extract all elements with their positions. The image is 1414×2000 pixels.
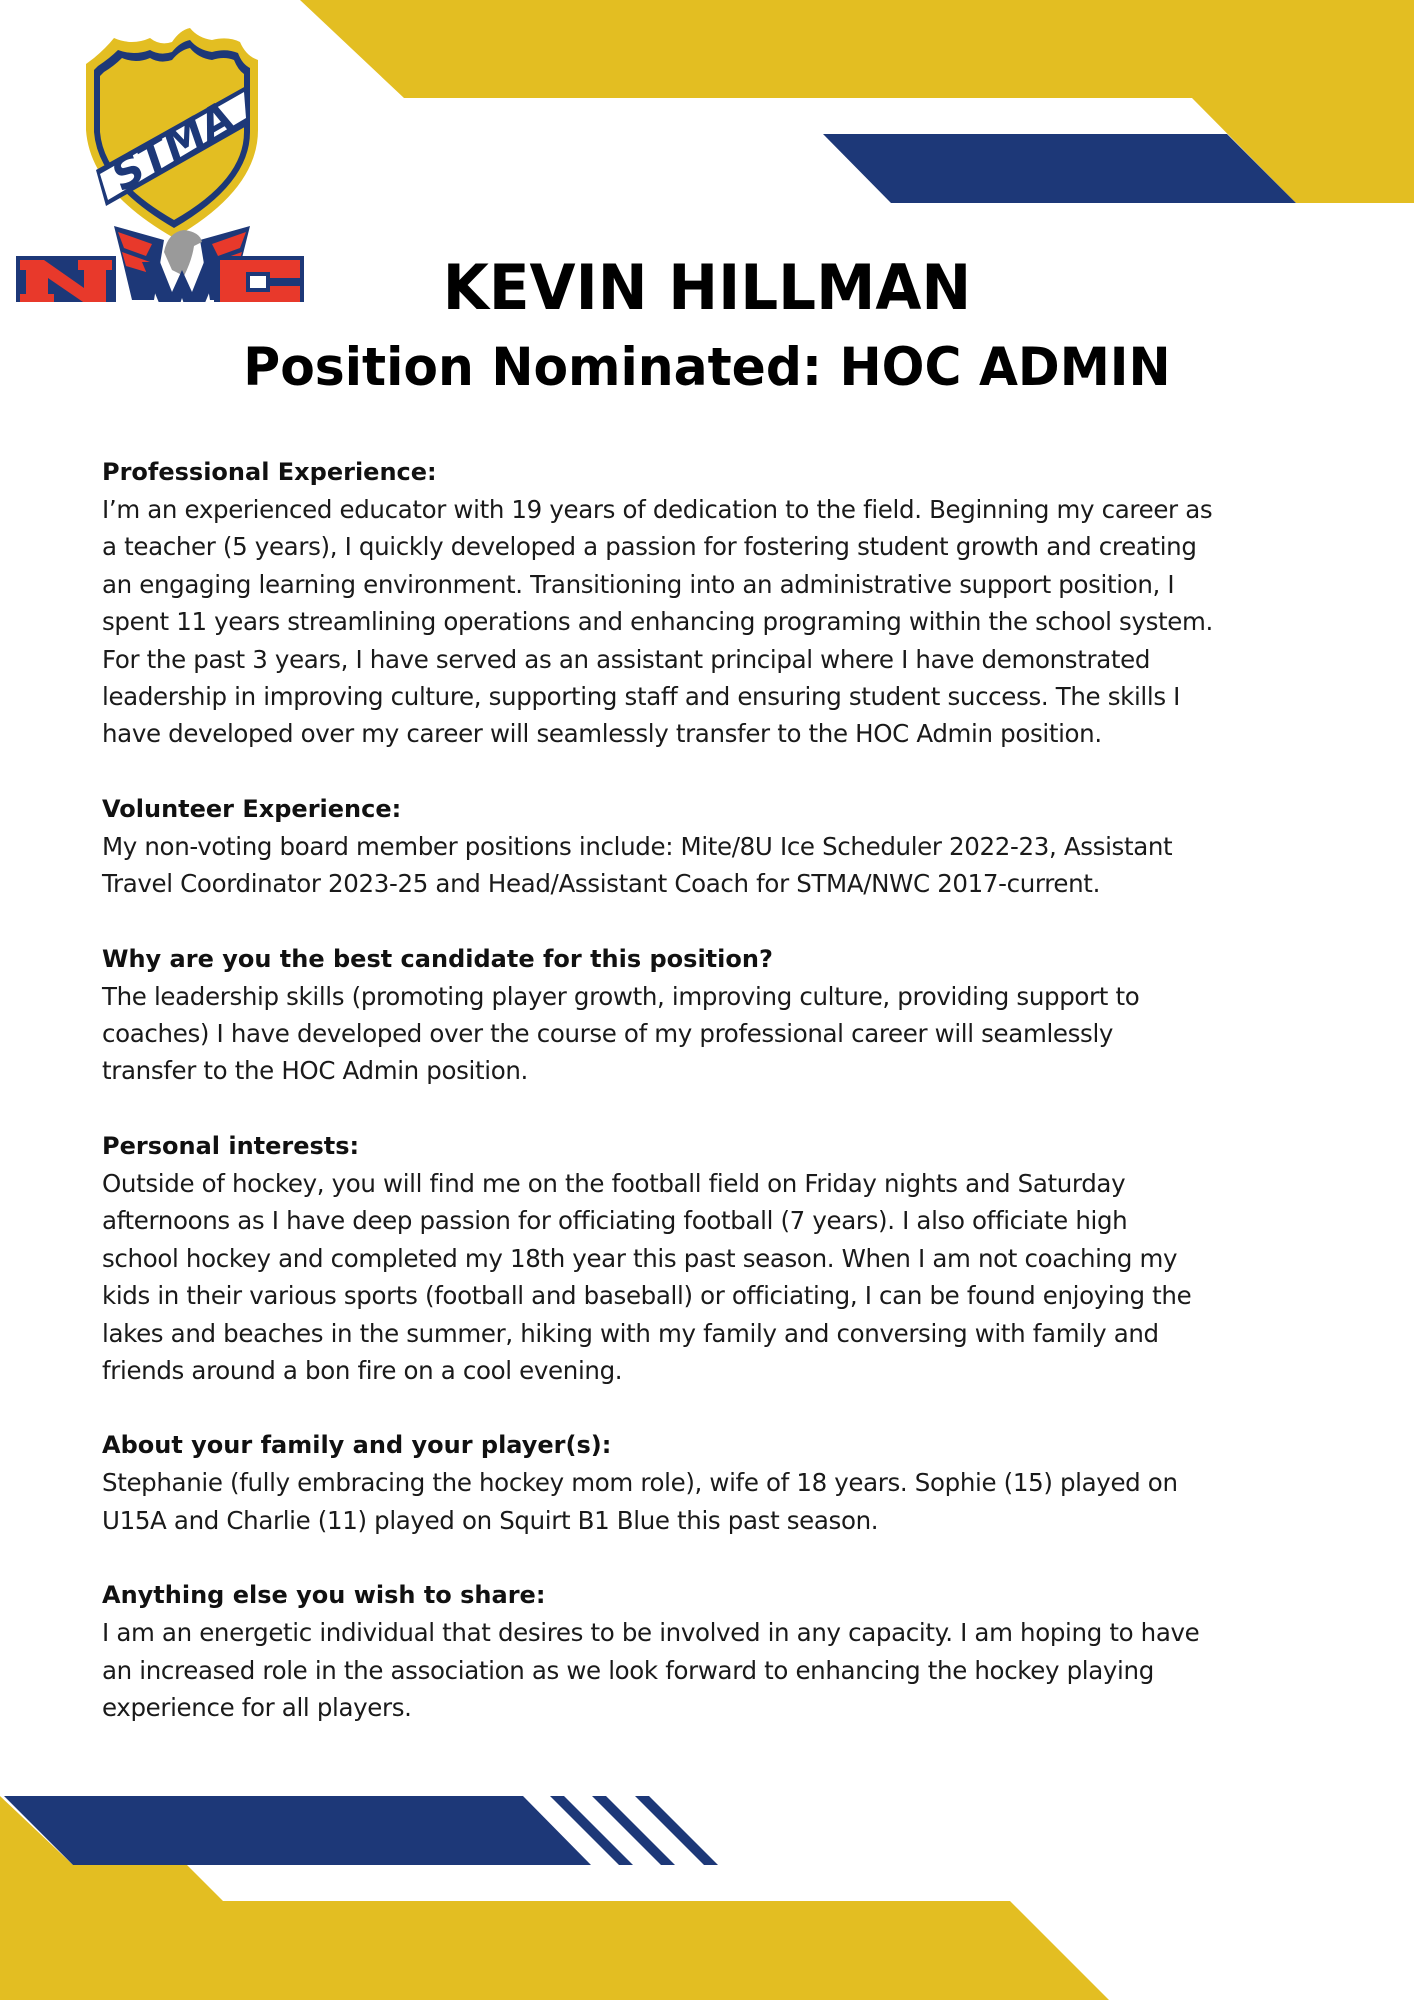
section-body [102, 1614, 1332, 1726]
top-gold-band [300, 0, 1414, 203]
section-personal-interests [102, 1127, 1332, 1389]
position-nominated: Position Nominated: HOC ADMIN [243, 337, 1171, 398]
body-line: I am an energetic individual that desires to be involved in any capacity. I am hoping to have [102, 1618, 1200, 1648]
body-line: lakes and beaches in the summer, hiking with my family and conversing with family and [102, 1318, 1159, 1348]
body-line: I’m an experienced educator with 19 years of dedication to the field. Beginning my career as [102, 495, 1213, 524]
body-line: The leadership skills (promoting player growth, improving culture, providing support to [102, 981, 1140, 1011]
section-body [102, 491, 1332, 753]
candidate-name: KEVIN HILLMAN [442, 251, 972, 324]
body-line: transfer to the HOC Admin position. [102, 1056, 528, 1086]
body-line: For the past 3 years, I have served as an assistant principal where I have demonstrated [102, 644, 1151, 674]
body-line: Outside of hockey, you will find me on the football field on Friday nights and Saturday [102, 1168, 1126, 1198]
bottom-gold-band [0, 1796, 1109, 2000]
bottom-navy-stripe [592, 1796, 675, 1865]
section-best-candidate [102, 940, 1332, 1090]
section-anything-else [102, 1576, 1332, 1726]
body-line: an engaging learning environment. Transitioning into an administrative support position, I [102, 569, 1175, 599]
body-line: kids in their various sports (football and baseball) or officiating, I can be found enjoying the [102, 1281, 1192, 1311]
body-line: U15A and Charlie (11) played on Squirt B1 Blue this past season. [102, 1505, 879, 1535]
section-body [102, 1165, 1332, 1389]
section-body [102, 1464, 1332, 1539]
section-professional-experience [102, 453, 1332, 753]
section-family [102, 1426, 1332, 1539]
body-line: experience for all players. [102, 1692, 412, 1722]
nomination-content [102, 453, 1332, 1763]
section-volunteer-experience [102, 790, 1332, 903]
section-heading: Volunteer Experience: [102, 794, 402, 823]
shield-text: STMA [102, 91, 243, 201]
bottom-navy-band [4, 1796, 591, 1865]
section-heading: Personal interests: [102, 1131, 360, 1160]
body-line: have developed over my career will seamlessly transfer to the HOC Admin position. [102, 719, 1102, 749]
body-line: Stephanie (fully embracing the hockey mom role), wife of 18 years. Sophie (15) played on [102, 1468, 1178, 1498]
body-line: friends around a bon fire on a cool evening. [102, 1355, 623, 1385]
section-heading: About your family and your player(s): [102, 1431, 612, 1460]
body-line: a teacher (5 years), I quickly developed a passion for fostering student growth and creating [102, 532, 1197, 562]
body-line: afternoons as I have deep passion for officiating football (7 years). I also officiate high [102, 1206, 1128, 1236]
section-body [102, 828, 1332, 903]
body-line: coaches) I have developed over the course of my professional career will seamlessly [102, 1019, 1114, 1049]
bottom-navy-stripe [550, 1796, 633, 1865]
section-heading: Anything else you wish to share: [102, 1581, 546, 1610]
body-line: spent 11 years streamlining operations and enhancing programing within the school system. [102, 607, 1213, 637]
body-line: Travel Coordinator 2023-25 and Head/Assistant Coach for STMA/NWC 2017-current. [102, 869, 1101, 899]
top-navy-band [823, 134, 1296, 203]
section-heading: Professional Experience: [102, 458, 437, 486]
section-heading: Why are you the best candidate for this position? [102, 944, 773, 973]
body-line: an increased role in the association as we look forward to enhancing the hockey playing [102, 1655, 1154, 1685]
title-block [0, 248, 1414, 404]
body-line: school hockey and completed my 18th year this past season. When I am not coaching my [102, 1243, 1178, 1273]
body-line: My non-voting board member positions include: Mite/8U Ice Scheduler 2022-23, Assistant [102, 831, 1173, 861]
body-line: leadership in improving culture, supporting staff and ensuring student success. The skills I [102, 682, 1181, 712]
bottom-navy-stripe [635, 1796, 718, 1865]
section-body [102, 978, 1332, 1090]
